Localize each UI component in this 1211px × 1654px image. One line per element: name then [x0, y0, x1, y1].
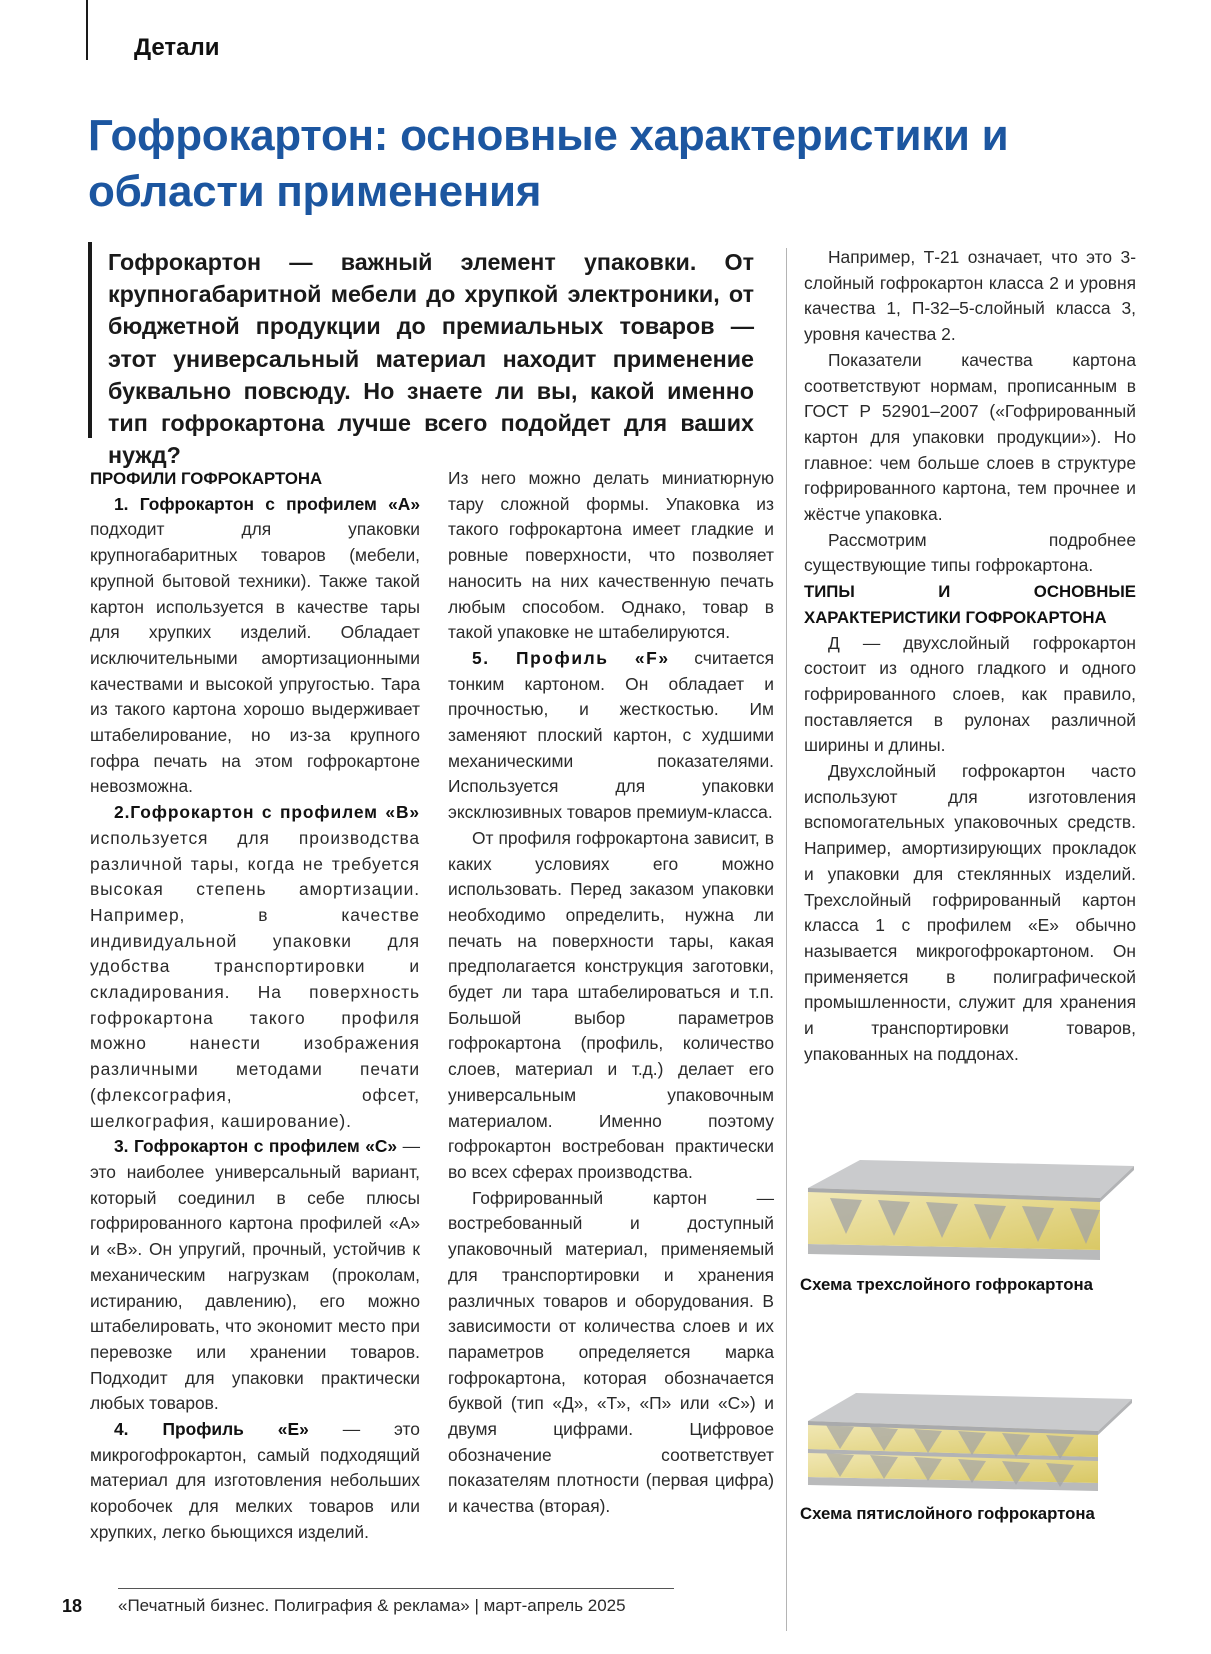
paragraph-profile-e	[90, 1417, 420, 1546]
three-layer-board-illustration	[800, 1158, 1138, 1264]
profile-e-text: — это микрогофрокартон, самый подходящий материал для изготовления небольших коробочек для мелких товаров или хрупких, легко бьющихся изделий.	[90, 1419, 420, 1542]
section-marker-line	[86, 0, 88, 60]
profile-b-lead: 2.Гофрокартон с профилем «В»	[114, 802, 420, 823]
figure-five-layer-caption: Схема пятислойного гофрокартона	[800, 1504, 1095, 1523]
profile-e-lead: 4. Профиль «Е»	[114, 1419, 309, 1440]
column-2	[448, 466, 774, 1520]
section-label: Детали	[134, 34, 220, 61]
column-divider	[786, 248, 787, 1631]
figure-five-layer	[800, 1393, 1138, 1525]
article-title: Гофрокартон: основные характеристики и области применения	[88, 111, 1009, 216]
footer-rule	[118, 1588, 674, 1589]
column-1	[90, 466, 420, 1546]
profile-c-text: — это наиболее универсальный вариант, который соединил в себе плюсы гофрированного картона профилей «А» и «В». Он упругий, прочный, устойчив к механическим нагрузкам (проколам, истиранию, давлению), его можно штабелировать, что экономит место при перевозке или хранении товаров. Подходит для упаковки практически любых товаров.	[90, 1136, 420, 1414]
paragraph-profile-f	[448, 646, 774, 826]
figure-three-layer-caption: Схема трехслойного гофрокартона	[800, 1275, 1093, 1294]
paragraph-types-intro: Рассмотрим подробнее существующие типы гофрокартона.	[804, 529, 1136, 576]
profiles-heading: ПРОФИЛИ ГОФРОКАРТОНА	[90, 469, 323, 488]
profile-f-text: считается тонким картоном. Он обладает и прочностью, и жесткостью. Им заменяют плоский картон, с худшими механическими показателями. Используется для упаковки эксклюзивных товаров премиум-класса.	[448, 647, 774, 823]
figure-three-layer	[800, 1158, 1138, 1296]
lead-accent-bar	[88, 242, 92, 438]
profile-b-text: используется для производства различной тары, когда не требуется высокая степень амортизации. Например, в качестве индивидуальной упаковки для удобства транспортировки и складирования. На поверхность гофрокартона такого профиля можно нанести изображения различными методами печати (флексография, офсет, шелкография, каширование).	[90, 827, 420, 1131]
article-lead: Гофрокартон — важный элемент упаковки. От крупногабаритной мебели до хрупкой электроники, от бюджетной продукции до премиальных товаров — этот универсальный материал находит применение буквально повсюду. Но знаете ли вы, какой именно тип гофрокартона лучше всего подойдет для ваших нужд?	[108, 249, 754, 469]
paragraph-profile-c	[90, 1134, 420, 1417]
profile-a-text: подходит для упаковки крупногабаритных товаров (мебели, крупной бытовой техники). Также такой картон используется в качестве тары для хрупких изделий. Обладает исключительными амортизационными качествами и высокой упругостью. Тара из такого картона хорошо выдерживает штабелирование, но из-за крупного гофра печать на этом гофрокартоне невозможна.	[90, 519, 420, 797]
profile-a-lead: 1. Гофрокартон с профилем «А»	[114, 493, 420, 514]
paragraph-profile-e-cont: Из него можно делать миниатюрную тару сложной формы. Упаковка из такого гофрокартона имеет гладкие и ровные поверхности, что позволяет наносить на них качественную печать любым способом. Однако, товар в такой упаковке не штабелируются.	[448, 468, 774, 643]
profile-c-lead: 3. Гофрокартон с профилем «С»	[114, 1136, 398, 1157]
page-number: 18	[62, 1596, 83, 1616]
five-layer-board-illustration	[800, 1393, 1138, 1493]
paragraph-profile-b	[90, 800, 420, 1134]
paragraph-marking-example: Например, Т-21 означает, что это 3-слойный гофрокартон класса 2 и уровня качества 1, П-32–5-слойный класса 3, уровня качества 2.	[804, 247, 1136, 345]
footer-publication: «Печатный бизнес. Полиграфия & реклама» | март-апрель 2025	[118, 1596, 626, 1615]
column-3	[804, 245, 1136, 1068]
types-heading: ТИПЫ И ОСНОВНЫЕ ХАРАКТЕРИСТИКИ ГОФРОКАРТОНА	[804, 582, 1136, 627]
paragraph-marking: Гофрированный картон — востребованный и доступный упаковочный материал, применяемый для транспортировки и хранения различных товаров и оборудования. В зависимости от количества слоев и их параметров определяется марка гофрокартона, которая обозначается буквой (тип «Д», «Т», «П» или «С») и двумя цифрами. Цифровое обозначение соответствует показателям плотности (первая цифра) и качества (вторая).	[448, 1187, 774, 1517]
paragraph-type-d: Д — двухслойный гофрокартон состоит из одного гладкого и одного гофрированного слоев, как правило, поставляется в рулонах различной ширины и длины.	[804, 632, 1136, 756]
profile-f-lead: 5. Профиль «F»	[472, 647, 670, 668]
paragraph-profile-a	[90, 492, 420, 800]
paragraph-profile-choice: От профиля гофрокартона зависит, в каких условиях его можно использовать. Перед заказом упаковки необходимо определить, нужна ли печать на поверхности тары, какая предполагается конструкция заготовки, будет ли тара штабелироваться и т.п. Большой выбор параметров гофрокартона (профиль, количество слоев, материал и т.д.) делает его универсальным упаковочным материалом. Именно поэтому гофрокартон востребован практически во всех сферах производства.	[448, 827, 774, 1182]
paragraph-two-layer-usage: Двухслойный гофрокартон часто используют для изготовления вспомогательных упаковочных средств. Например, амортизирующих прокладок и упаковки для стеклянных изделий. Трехслойный гофрированный картон класса 1 с профилем «Е» обычно называется микрогофрокартоном. Он применяется в полиграфической промышленности, служит для хранения и транспортировки товаров, упакованных на поддонах.	[804, 761, 1136, 1064]
paragraph-gost: Показатели качества картона соответствуют нормам, прописанным в ГОСТ Р 52901–2007 («Гофрированный картон для упаковки продукции»). Но главное: чем больше слоев в структуре гофрированного картона, тем прочнее и жёстче упаковка.	[804, 349, 1136, 525]
